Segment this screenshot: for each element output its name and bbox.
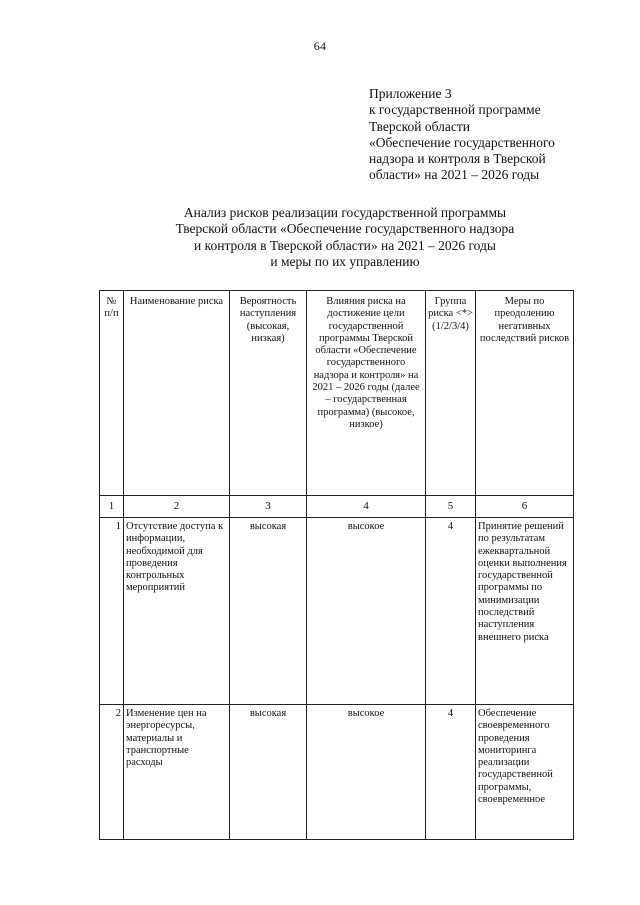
- impact-cell: высокое: [307, 705, 426, 840]
- probability-cell: высокая: [230, 705, 307, 840]
- title-line: и контроля в Тверской области» на 2021 – 2026 годы: [194, 237, 496, 253]
- risk-name-cell: Изменение цен на энергоресурсы, материалы и транспортные расходы: [124, 705, 230, 840]
- document-title: [100, 205, 590, 270]
- table-header-row: [100, 291, 574, 496]
- header-risk-group: Группа риска <*> (1/2/3/4): [426, 291, 476, 496]
- risk-group-cell: 4: [426, 705, 476, 840]
- column-number: 6: [476, 496, 574, 518]
- appendix-line: «Обеспечение государственного: [369, 134, 555, 150]
- risk-table: [99, 290, 574, 840]
- appendix-line: Приложение 3: [369, 86, 452, 101]
- appendix-line: области» на 2021 – 2026 годы: [369, 167, 540, 183]
- title-line: и меры по их управлению: [270, 253, 420, 269]
- row-number: 2: [100, 705, 124, 840]
- table-row: [100, 518, 574, 705]
- column-number-row: [100, 496, 574, 518]
- appendix-header: [369, 86, 599, 184]
- column-number: 5: [426, 496, 476, 518]
- title-line: Анализ рисков реализации государственной программы: [183, 205, 507, 220]
- row-number: 1: [100, 518, 124, 705]
- column-number: 1: [100, 496, 124, 518]
- risk-name-cell: Отсутствие доступа к информации, необходимой для проведения контрольных мероприятий: [124, 518, 230, 705]
- measures-cell: Обеспечение своевременного проведения мониторинга реализации государственной программы, своевременное: [476, 705, 574, 840]
- risk-group-cell: 4: [426, 518, 476, 705]
- header-measures: Меры по преодолению негативных последствий рисков: [476, 291, 574, 496]
- table-row: [100, 705, 574, 840]
- column-number: 3: [230, 496, 307, 518]
- measures-cell: Принятие решений по результатам ежеквартальной оценки выполнения государственной программы по минимизации последствий наступления внешнего риска: [476, 518, 574, 705]
- header-probability: Вероятность наступления (высокая, низкая): [230, 291, 307, 496]
- column-number: 4: [307, 496, 426, 518]
- column-number: 2: [124, 496, 230, 518]
- appendix-line: Тверской области: [369, 118, 470, 134]
- title-line: Тверской области «Обеспечение государственного надзора: [175, 221, 515, 237]
- header-number: № п/п: [100, 291, 124, 496]
- appendix-line: надзора и контроля в Тверской: [369, 151, 546, 167]
- page-number: 64: [313, 39, 327, 53]
- header-impact: Влияния риска на достижение цели государственной программы Тверской области «Обеспечение государственного надзора и контроля» на 2021 – 2026 годы (далее – государственная программа) (высокое, низкое): [307, 291, 426, 496]
- appendix-line: к государственной программе: [369, 102, 541, 118]
- header-risk-name: Наименование риска: [124, 291, 230, 496]
- impact-cell: высокое: [307, 518, 426, 705]
- probability-cell: высокая: [230, 518, 307, 705]
